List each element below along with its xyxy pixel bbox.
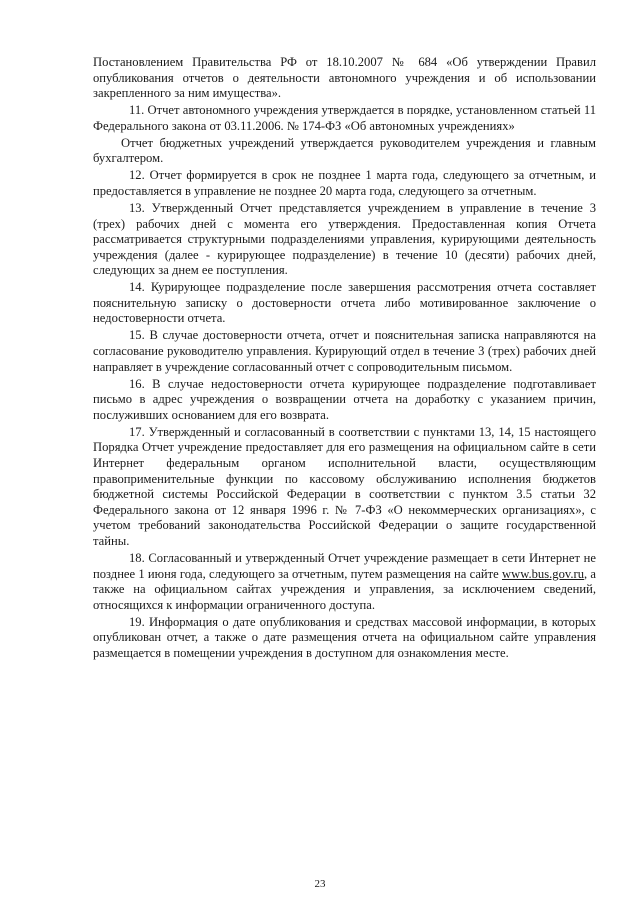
paragraph-intro: Постановлением Правительства РФ от 18.10.2007 № 684 «Об утверждении Правил опубликования отчетов о деятельности автономного учреждения и об использовании закрепленного за ним имущества». [93,55,596,101]
paragraph-14: 14. Курирующее подразделение после завершения рассмотрения отчета составляет пояснительную записку о достоверности отчета либо мотивированное заключение о недостоверности отчета. [93,280,596,326]
paragraph-18-text-end: , а также на официальном сайтах учреждения и управления, за исключением сведений, относящихся к информации ограниченного доступа. [93,566,596,612]
paragraph-15: 15. В случае достоверности отчета, отчет и пояснительная записка направляются на согласование руководителю управления. Курирующий отдел в течение 3 (трех) рабочих дней направляет в учреждение согласованный отчет с сопроводительным письмом. [93,328,596,374]
paragraph-13: 13. Утвержденный Отчет представляется учреждением в управление в течение 3 (трех) рабочих дней с момента его утверждения. Предоставленная копия Отчета рассматривается структурными подразделениями управления, курирующими деятельность учреждения (далее - курирующее подразделение) в течение 10 (десяти) рабочих дней, следующих за днем ее поступления. [93,200,596,278]
paragraph-11-budget: Отчет бюджетных учреждений утверждается руководителем учреждения и главным бухгалтером. [93,135,596,166]
bus-gov-link[interactable]: www.bus.gov.ru [502,566,584,581]
paragraph-18 [93,551,596,613]
paragraph-17: 17. Утвержденный и согласованный в соответствии с пунктами 13, 14, 15 настоящего Порядка Отчет учреждение предоставляет для его размещения на официальном сайте в сети Интернет федеральным органом исполнительной власти, осуществляющим правоприменительные функции по кассовому обслуживанию исполнения бюджетов бюджетной системы Российской Федерации в соответствии с пунктом 3.5 статьи 32 Федерального закона от 12 января 1996 г. № 7-ФЗ «О некоммерческих организациях», с учетом требований законодательства Российской Федерации о защите государственной тайны. [93,424,596,548]
paragraph-18-text-start: 18. Согласованный и утвержденный Отчет учреждение размещает в сети Интернет не позднее 1 июня года, следующего за отчетным, путем размещения на сайте [93,550,596,581]
paragraph-11: 11. Отчет автономного учреждения утверждается в порядке, установленном статьей 11 Федерального закона от 03.11.2006. № 174-ФЗ «Об автономных учреждениях» [93,103,596,133]
paragraph-19: 19. Информация о дате опубликования и средствах массовой информации, в которых опубликован отчет, а также о дате размещения отчета на официальном сайте управления размещается в помещении учреждения в доступном для ознакомления месте. [93,614,596,660]
paragraph-16: 16. В случае недостоверности отчета курирующее подразделение подготавливает письмо в адрес учреждения о возвращении отчета на доработку с указанием причин, послуживших основанием для его возврата. [93,376,596,422]
paragraph-12: 12. Отчет формируется в срок не позднее 1 марта года, следующего за отчетным, и предоставляется в управление не позднее 20 марта года, следующего за отчетным. [93,168,596,198]
page-number: 23 [314,878,326,890]
document-page [93,55,596,663]
